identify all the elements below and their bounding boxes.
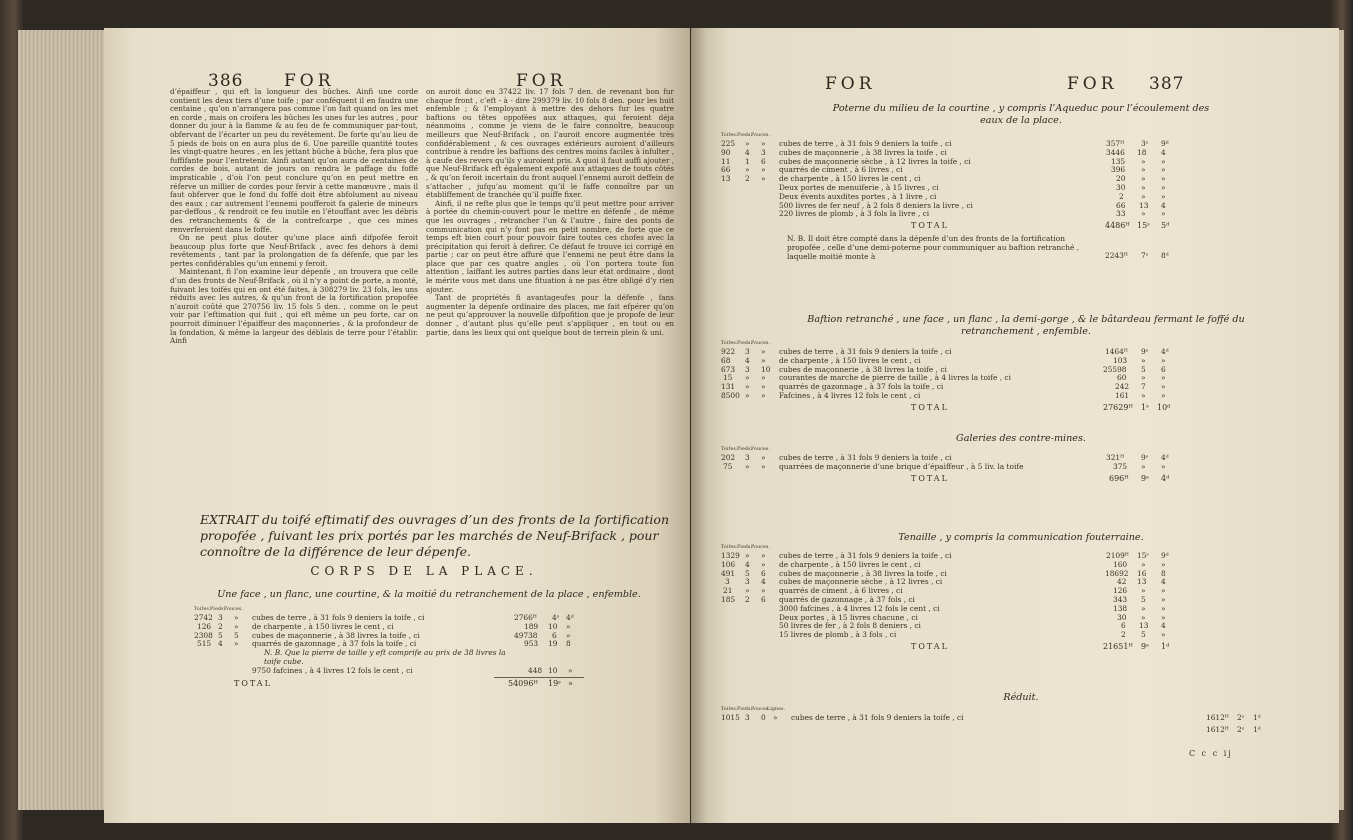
table-row: 8500 » » Fafcines , à 4 livres 12 fols le cent , ci 161 » » bbox=[721, 390, 1166, 400]
table-row: 11 1 6 cubes de maçonnerie sèche , à 12 livres la toife , ci 135 » » bbox=[721, 156, 1166, 166]
table-row: 75 » » quarrées de maçonnerie d’une brique d’épaiffeur , à 5 liv. la toife 375 » » bbox=[723, 461, 1166, 471]
table-row: 126 2 » de charpente , à 150 livres le cent , ci 189 10 » bbox=[197, 621, 571, 631]
table-row: Deux évents auxdites portes , à 1 livre , ci 2 » » bbox=[779, 191, 1166, 201]
signature-mark: C c c ij bbox=[1189, 749, 1233, 758]
table-row: 15 livres de plomb , à 3 fols , ci 2 5 » bbox=[779, 630, 1166, 640]
cost-table bbox=[721, 132, 1321, 263]
section-title: Tenaille , y compris la communication fouterraine. bbox=[898, 532, 1144, 543]
paragraph: d’épaiffeur , qui eft la longueur des bûches. Ainfi une corde contient les deux tiers d’une toife ; par conféquent il en faudra une centaine , qu’on n’arrangera pas comme l’on fait quand on les met en corde , mais on croifera les bûches les unes fur les autres , pour donner du jour à la flamme & au feu de fe communiquer par-tout, obfervant de l’écarter un peu du revêtement. De forte qu’au lieu de 5 pieds de bois on en aura plus de 6. Une pareille quantité toutes les vingt-quatre heures , en les jettant bûche à bûche, fera plus que fuffifante pour l’entretenir. Ainfi autant qu’on aura de centaines de cordes de bois, autant de jours on rendra le paffage du foffé impraticable , d’où l’on peut conclure qu’on en peut mettre en réferve un millier de cordes pour fervir à cette manœuvre , mais il faut obferver que le fond du foffé doit être abfolument au niveau des eaux ; car autrement l’ennemi poufferoit fa galerie de mineurs par-deffous , & rendroit ce feu inutile en l’étouffant avec les débris des retranchements & de la contrefcarpe , que ces mines renverferoient dans le foffé. bbox=[170, 87, 418, 234]
table-row: 50 livres de fer , à 2 fols 8 deniers , ci 6 13 4 bbox=[779, 621, 1166, 631]
table-row: Deux portes , à 15 livres chacune , ci 30 » » bbox=[779, 612, 1166, 622]
table-row: 21 » » quarrés de ciment , à 6 livres , ci 126 » » bbox=[723, 586, 1166, 596]
table-row: 2742 3 » cubes de terre , à 31 fols 9 deniers la toife , ci 2766ᴴ 4ˢ 4ᵈ bbox=[194, 613, 574, 622]
table-header: Toifes. Pieds. Pouces. bbox=[194, 607, 244, 612]
running-head-left: FOR bbox=[284, 71, 335, 91]
table-row: Deux portes de menuiferie , à 15 livres , ci 30 » » bbox=[779, 182, 1166, 192]
text-column-2 bbox=[426, 88, 674, 337]
table-row: 90 4 3 cubes de maçonnerie , à 38 livres la toife , ci 3446 18 4 bbox=[721, 147, 1166, 157]
table-row: 220 livres de plomb , à 3 fols la livre , ci 33 » » bbox=[779, 209, 1166, 219]
table-header: Toifes. Pieds. Pouces. bbox=[721, 447, 771, 452]
left-page bbox=[104, 28, 690, 823]
table-row: 1015 3 0 » cubes de terre , à 31 fols 9 deniers la toife , ci 1612ᴴ 2ˢ 1ᵈ bbox=[721, 713, 1261, 722]
section-title: Réduit. bbox=[1003, 692, 1039, 703]
cost-table bbox=[721, 706, 1321, 735]
running-head-left: FOR bbox=[825, 74, 876, 94]
table-row: 202 3 » cubes de terre , à 31 fols 9 deniers la toife , ci 321ᴴ 9ˢ 4ᵈ bbox=[721, 453, 1169, 462]
table-row: 106 4 » de charpente , à 150 livres le cent , ci 160 » » bbox=[721, 559, 1166, 569]
table-row: 13 2 » de charpente , à 150 livres le cent , ci 20 » » bbox=[721, 174, 1166, 184]
table-header: Toifes. Pieds. Pouces. bbox=[721, 341, 771, 346]
section-title: Poterne du milieu de la courtine , y compris l’Aqueduc pour l’écoulement des eaux de la place. bbox=[832, 103, 1210, 126]
table-row: 3000 fafcines , à 4 livres 12 fols le cent , ci 138 » » bbox=[779, 603, 1166, 613]
total-rule bbox=[494, 677, 584, 678]
paragraph: on auroit donc eu 37422 liv. 17 fols 7 den. de revenant bon fur chaque front , c’eft - à - dire 299379 liv. 10 fols 8 den. pour les huit enfemble ; & l’employant à mettre des dehors fur les quatre baftions ou têtes oppofées aux attaques, qui feroient déja néanmoins , comme je viens de le faire connoître, beaucoup meilleurs que Neuf-Brifack , on l’auroit encore augmentée très confidérablement , & ces ouvrages extérieurs auroient d’ailleurs contribué à rendre les baftions des centres moins faciles à infulter , à caufe des revers qu’ils y auroient pris. A quoi il faut auffi ajouter , que Neuf-Brifack eft également expofé aux attaques de touts côtés , & qu’on feroit incertain du front auquel l’ennemi auroit deffein de s’attacher , jufqu’au moment qu’il le faffe connoître par un établiffement de tranchée qu’il puiffe fixer. bbox=[426, 87, 674, 200]
table-note: N. B. Il doit être compté dans la dépenfe d’un des fronts de la fortification propofée , celle d’une demi-poterne pour communiquer au baftion retranché , laquelle moitié monte à 2243ᴴ 7ˢ 8ᵈ bbox=[787, 233, 1169, 261]
table-row: 673 3 10 cubes de maçonnerie , à 38 livres la toife , ci 25598 5 6 bbox=[721, 364, 1166, 374]
corps-heading: CORPS DE LA PLACE. bbox=[310, 564, 538, 578]
table-row: 500 livres de fer neuf , à 2 fols 8 deniers la livre , ci 66 13 4 bbox=[779, 200, 1166, 210]
cost-table bbox=[721, 544, 1321, 652]
table-header: Toifes. Pieds. Pouces. bbox=[721, 133, 771, 138]
left-page-edges bbox=[18, 30, 108, 810]
paragraph: Maintenant, fi l’on examine leur dépenfe , on trouvera que celle d’un des fronts de Neuf-Brifack , où il n’y a point de porte, a monté, fuivant les toifés qui en ont été faites, à 308279 liv. 23 fols, les uns réduits avec les autres, & qu’un front de la fortification propofée n’auroit coûté que 270756 liv. 15 fols 5 den. , comme on le peut voir par l’eftimation qui fuit , qui eft même un peu forte, car on pourroit diminuer l’épaiffeur des maçonneries , & la profondeur de la fondation, & même la largeur des déblais de terre pour l’établir. Ainfi bbox=[170, 267, 418, 346]
table-row: 68 4 » de charpente , à 150 livres le cent , ci 103 » » bbox=[721, 355, 1166, 365]
table-row: 66 » » quarrés de ciment , à 6 livres , ci 396 » » bbox=[721, 165, 1166, 175]
paragraph: Ainfi, il ne refte plus que le temps qu’il peut mettre pour arriver à portée du chemin-couvert pour le mettre en défenfe , de même que les ouvrages , retrancher l’un & l’autre , faire des ponts de communication qui n’y font pas en petit nombre, de forte que ce temps eft bien court pour pouvoir faire toutes ces chofes avec la précipitation qui feroit à defirer. Ce défaut fe trouve ici corrigé en partie ; car on peut être affuré que l’ennemi ne peut être dans la place que par ces quatre angles , où l’on portera toute fon attention , laiffant les autres parties dans leur état ordinaire , dont le mérite vous met dans une fituation à ne pas être obligé d’y rien ajouter. bbox=[426, 198, 674, 294]
total-row: TOTAL 27629ᴴ 1ˢ 10ᵈ bbox=[911, 402, 1171, 412]
section-title: Baftion retranché , une face , un flanc , la demi-gorge , & le bâtardeau fermant le foffé du retranchement , enfemble. bbox=[807, 314, 1245, 337]
table-note: N. B. Que la pierre de taille y eft comprife au prix de 38 livres la toife cube. bbox=[264, 648, 506, 666]
section-title: Une face , un flanc, une courtine, & la moitié du retranchement de la place , enfemble. bbox=[217, 589, 641, 600]
table-row: 225 » » cubes de terre , à 31 fols 9 deniers la toife , ci 357ᴴ 3ˢ 9ᵈ bbox=[721, 139, 1169, 148]
table-row: 185 2 6 quarrés de gazonnage , à 37 fols , ci 343 5 » bbox=[721, 594, 1166, 604]
total-row: TOTAL 54096ᴴ 19ˢ » bbox=[234, 678, 573, 688]
total-row: TOTAL 4486ᴴ 15ˢ 5ᵈ bbox=[911, 221, 1170, 231]
table-row: 922 3 » cubes de terre , à 31 fols 9 deniers la toife , ci 1464ᴴ 9ˢ 4ᵈ bbox=[721, 347, 1169, 356]
total-row: TOTAL 21651ᴴ 9ˢ 1ᵈ bbox=[911, 641, 1170, 651]
page-number: 387 bbox=[1149, 74, 1185, 94]
table-row: 491 5 6 cubes de maçonnerie , à 38 livres la toife , ci 18692 16 8 bbox=[721, 568, 1166, 578]
table-header: Toifes. Pieds. Pouces. bbox=[721, 545, 771, 550]
cost-table bbox=[194, 606, 674, 688]
table-row: 9750 fafcines , à 4 livres 12 fols le cent , ci 448 10 » bbox=[252, 665, 573, 675]
paragraph: On ne peut plus douter qu’une place ainfi difpofée feroit beaucoup plus forte que Neuf-Brifack , avec fes dehors à demi revêtements , tant par la prolongation de fa défenfe, que par les pertes confidérables qu’un ennemi y feroit. bbox=[170, 233, 418, 268]
table-row: 131 » » quarrés de gazonnage , à 37 fols la toife , ci 242 7 » bbox=[721, 382, 1166, 392]
table-row: 515 4 » quarrés de gazonnage , à 37 fols la toife , ci 953 19 8 bbox=[197, 639, 571, 649]
total-row: 1612ᴴ 2ˢ 1ᵈ bbox=[1206, 724, 1261, 734]
cost-table bbox=[721, 446, 1321, 483]
running-head-right: FOR bbox=[1067, 74, 1118, 94]
extrait-heading: EXTRAIT du toifé eftimatif des ouvrages d’un des fronts de la fortification propofée , fuivant les prix portés par les marchés de Neuf-Brifack , pour connoître de la différence de leur dépenfe. bbox=[200, 512, 669, 559]
right-page bbox=[691, 28, 1339, 823]
table-row: 3 3 4 cubes de maçonnerie sèche , à 12 livres , ci 42 13 4 bbox=[725, 577, 1166, 587]
text-column-1 bbox=[170, 88, 418, 346]
total-row: TOTAL 696ᴴ 9ˢ 4ᵈ bbox=[911, 473, 1170, 483]
table-header: Toifes. Pieds. Pouces. Lignes. bbox=[721, 707, 786, 712]
running-head-right: FOR bbox=[516, 71, 567, 91]
paragraph: Tant de propriétés fi avantageufes pour la défenfe , fans augmenter la dépenfe ordinaire des places, me fait efpérer qu’on ne peut qu’approuver la nouvelle difpofition que je propofe de leur donner , d’autant plus qu’elle peut s’appliquer , en tout ou en partie, dans les lieux qui ont quelque bout de terrein plein & uni. bbox=[426, 293, 674, 337]
page-number: 386 bbox=[208, 71, 244, 91]
table-row: 2308 5 5 cubes de maçonnerie , à 38 livres la toife , ci 49738 6 » bbox=[194, 630, 571, 640]
table-row: 15 » » courantes de marche de pierre de taille , à 4 livres la toife , ci 60 » » bbox=[723, 373, 1166, 383]
cost-table bbox=[721, 340, 1321, 413]
table-row: 1329 » » cubes de terre , à 31 fols 9 deniers la toife , ci 2109ᴴ 15ˢ 9ᵈ bbox=[721, 551, 1169, 560]
section-title: Galeries des contre-mines. bbox=[956, 433, 1086, 444]
